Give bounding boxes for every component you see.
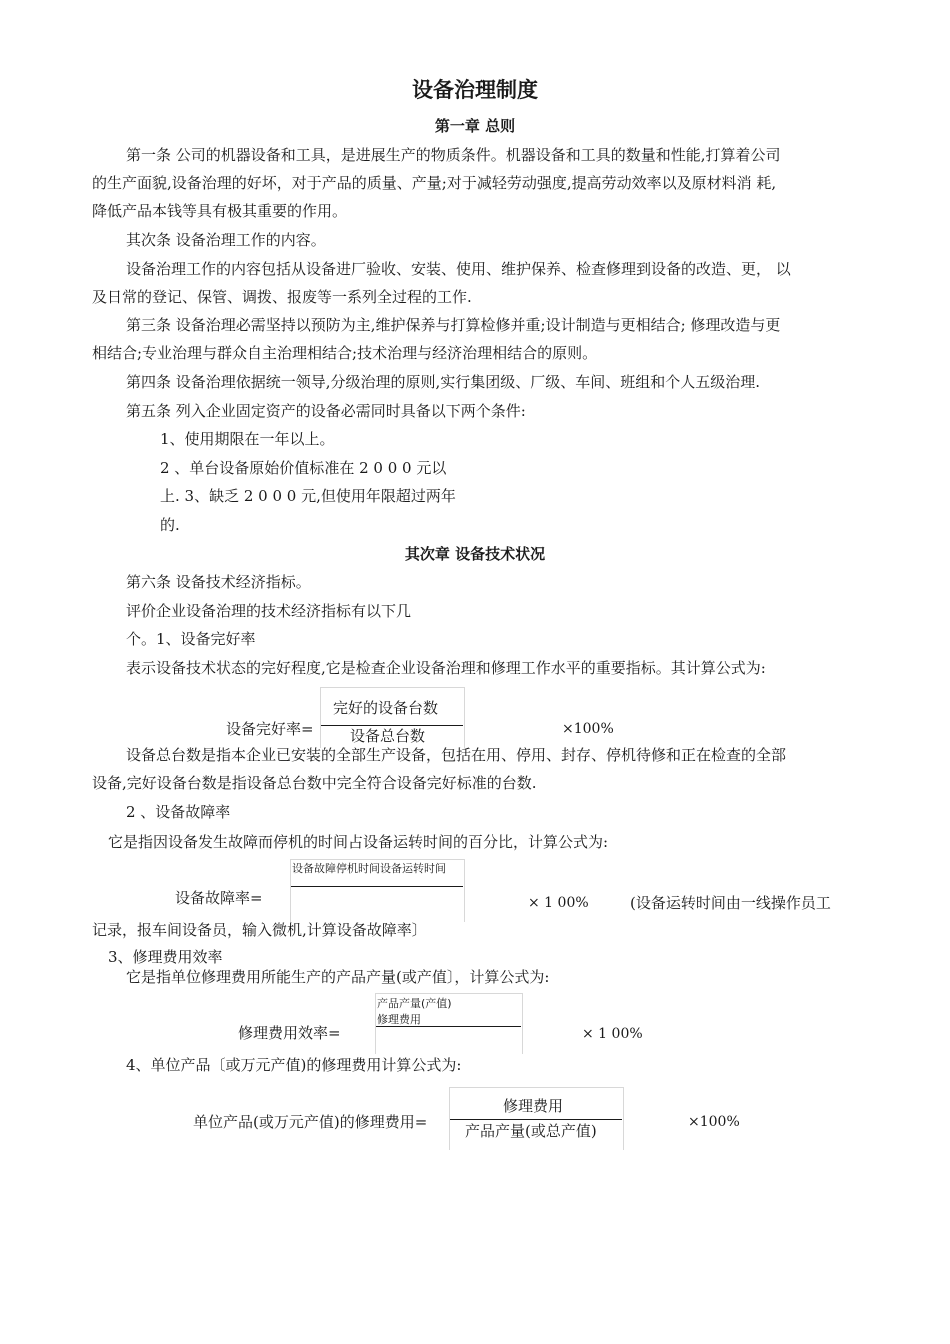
formula-2-multiplier: × 1 00%: [528, 895, 589, 911]
intact-rate-description: 表示设备技术状态的完好程度,它是检查企业设备治理和修理工作水平的重要指标。其计算公式为:: [126, 659, 766, 677]
formula-3-multiplier: × 1 00%: [582, 1026, 643, 1042]
article-3-line-2: 相结合;专业治理与群众自主治理相结合;技术治理与经济治理相结合的原则。: [92, 344, 598, 362]
formula-3-numerator-cost: 修理费用: [377, 1013, 421, 1026]
repair-efficiency-description: 它是指单位修理费用所能生产的产品产量(或产值〕，计算公式为:: [126, 968, 550, 986]
chapter-2-heading: 其次章 设备技术状况: [404, 545, 546, 563]
formula-4-multiplier: ×100%: [688, 1114, 740, 1130]
total-units-line-2: 设备,完好设备台数是指设备总台数中完全符合设备完好标准的台数.: [92, 774, 537, 792]
formula-1-denominator: 设备总台数: [350, 727, 426, 745]
article-4: 第四条 设备治理依据统一领导,分级治理的原则,实行集团级、厂级、车间、班组和个人五级治理.: [126, 373, 761, 391]
article-5: 第五条 列入企业固定资产的设备必需同时具备以下两个条件:: [126, 402, 526, 420]
formula-4-fraction-line: [450, 1119, 622, 1120]
formula-4-numerator: 修理费用: [503, 1097, 564, 1115]
formula-3-fraction-line: [376, 1026, 521, 1027]
formula-2-fraction-line: [291, 886, 463, 887]
formula-1-numerator: 完好的设备台数: [333, 699, 439, 717]
formula-3-numerator-product: 产品产量(产值): [377, 997, 452, 1010]
condition-3: 上. 3、缺乏 2 0 0 0 元,但使用年限超过两年: [160, 487, 456, 505]
formula-1-multiplier: ×100%: [562, 721, 614, 737]
evaluation-line-2: 个。1、设备完好率: [126, 630, 256, 648]
article-6: 第六条 设备技术经济指标。: [126, 573, 311, 591]
evaluation-line-1: 评价企业设备治理的技术经济指标有以下几: [126, 602, 412, 620]
formula-1-label: 设备完好率=: [226, 720, 314, 738]
formula-2-numerator: 设备故障停机时间设备运转时间: [292, 862, 446, 875]
formula-2-note-continued: 记录，报车间设备员，输入微机,计算设备故障率〕: [92, 921, 427, 939]
formula-2-note: (设备运转时间由一线操作员工: [630, 894, 831, 912]
formula-2-label: 设备故障率=: [175, 889, 263, 907]
article-1-line-3: 降低产品本钱等具有极其重要的作用。: [92, 202, 348, 220]
article-2-heading: 其次条 设备治理工作的内容。: [126, 231, 326, 249]
article-2-line-2: 及日常的登记、保管、调拨、报废等一系列全过程的工作.: [92, 288, 472, 306]
article-1-line-1: 第一条 公司的机器设备和工具，是进展生产的物质条件。机器设备和工具的数量和性能,打算着公司: [126, 146, 781, 164]
failure-rate-heading: 2 、设备故障率: [126, 803, 231, 821]
condition-4: 的.: [160, 516, 180, 534]
article-3-line-1: 第三条 设备治理必需坚持以预防为主,维护保养与打算检修并重;设计制造与更相结合; 修理改造与更: [126, 316, 781, 334]
article-2-line-1: 设备治理工作的内容包括从设备进厂验收、安装、使用、维护保养、检查修理到设备的改造、更， 以: [126, 260, 791, 278]
total-units-line-1: 设备总台数是指本企业已安装的全部生产设备，包括在用、停用、封存、停机待修和正在检查的全部: [126, 746, 787, 764]
failure-rate-description: 它是指因设备发生故障而停机的时间占设备运转时间的百分比，计算公式为:: [108, 833, 609, 851]
formula-4-label: 单位产品(或万元产值)的修理费用=: [193, 1113, 428, 1131]
article-1-line-2: 的生产面貌,设备治理的好坏，对于产品的质量、产量;对于减轻劳动强度,提高劳动效率以及原材料消 耗,: [92, 174, 777, 192]
formula-4-denominator: 产品产量(或总产值): [465, 1122, 597, 1140]
page-title: 设备治理制度: [412, 78, 538, 102]
chapter-1-heading: 第一章 总则: [434, 117, 516, 135]
unit-product-heading: 4、单位产品〔或万元产值)的修理费用计算公式为:: [126, 1056, 462, 1074]
repair-efficiency-heading: 3、修理费用效率: [108, 948, 223, 966]
condition-1: 1、使用期限在一年以上。: [160, 430, 335, 448]
condition-2: 2 、单台设备原始价值标准在 2 0 0 0 元以: [160, 459, 447, 477]
formula-3-label: 修理费用效率=: [238, 1024, 341, 1042]
